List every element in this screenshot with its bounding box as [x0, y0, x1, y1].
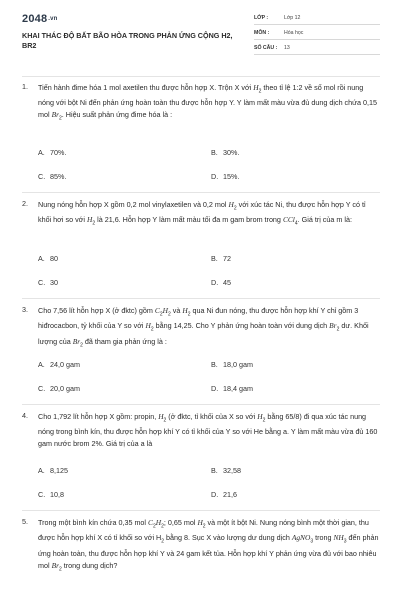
option-d[interactable]: D. 21,6 — [211, 490, 237, 499]
question-text: Nung nóng hỗn hợp X gồm 0,2 mol vinylaxetilen và 0,2 mol $H_2$ với xúc tác Ni, thu được hỗn hợp Y có tỉ khối hơi so với $H_2$ là 21,6. Hỗn hợp Y làm mất màu tối đa m gam brom trong CCl$_4$. Giá trị của m là: — [38, 200, 366, 227]
option-c[interactable]: C. 85%. — [38, 172, 67, 181]
site-logo[interactable] — [22, 13, 58, 25]
subject-row — [254, 28, 380, 40]
option-c[interactable]: C. 10,8 — [38, 490, 64, 499]
divider — [22, 404, 380, 405]
divider — [22, 76, 380, 77]
option-d[interactable]: D. 45 — [211, 278, 231, 287]
option-b[interactable]: B. 32,58 — [211, 466, 241, 475]
option-b[interactable]: B. 30%. — [211, 148, 240, 157]
question-number: 5. — [22, 517, 28, 526]
question-count-row — [254, 43, 380, 55]
option-d[interactable]: D. 15%. — [211, 172, 240, 181]
question-number: 2. — [22, 199, 28, 208]
question-text: Trong một bình kín chứa 0,35 mol $C_2H_2$; 0,65 mol $H_2$ và một ít bột Ni. Nung nóng bình một thời gian, thu được hỗn hợp khí X có tỉ khối so với $H_2$ bằng 8. Sục X vào lượng dư dung dịch AgNO$_3$ trong $NH_3$ đến phản ứng hoàn toàn, thu được hỗn hợp khí Y và 24 gam kết tủa. Hỗn hợp khí Y phản ứng vừa đủ với bao nhiêu mol $Br_2$ trong dung dịch? — [38, 518, 379, 573]
option-a[interactable]: A. 80 — [38, 254, 58, 263]
logo-text: 2048 — [22, 13, 48, 25]
class-value: Lớp 12 — [284, 15, 301, 21]
question-count-label: SỐ CÂU : — [254, 45, 278, 51]
option-d[interactable]: D. 18,4 gam — [211, 384, 253, 393]
option-c[interactable]: C. 20,0 gam — [38, 384, 80, 393]
question-count-value: 13 — [284, 45, 290, 51]
question-text: Cho 7,56 lít hỗn hợp X (ở đktc) gồm $C_2H_2$ và $H_2$ qua Ni đun nóng, thu được hỗn hợp khí Y chỉ gồm 3 hiđrocacbon, tỷ khối của Y so với $H_2$ bằng 14,25. Cho Y phản ứng hoàn toàn với dung dịch $Br_2$ dư. Khối lượng của $Br_2$ đã tham gia phản ứng là : — [38, 306, 369, 349]
logo-suffix: .vn — [48, 16, 58, 22]
document-header — [0, 0, 400, 66]
document-title: KHAI THÁC ĐỘ BẤT BÃO HÒA TRONG PHẢN ỨNG CỘNG H2, BR2 — [22, 31, 233, 50]
divider — [22, 298, 380, 299]
question-text: Tiến hành đime hóa 1 mol axetilen thu được hỗn hợp X. Trộn X với $H_2$ theo tỉ lệ 1:2 về số mol rồi nung nóng với bột Ni đến phản ứng hoàn toàn thu được hỗn hợp Y. Y làm mất màu vừa đủ dung dịch chứa 0,15 mol $Br_2$. Hiệu suất phản ứng đime hóa là : — [38, 83, 377, 122]
option-a[interactable]: A. 70%. — [38, 148, 67, 157]
option-b[interactable]: B. 18,0 gam — [211, 360, 253, 369]
question-text: Cho 1,792 lít hỗn hợp X gồm: propin, $H_2$ (ở đktc, tỉ khối của X so với $H_2$ bằng 65/8) đi qua xúc tác nung nóng trong bình kín, thu được hỗn hợp khí Y có tỉ khối của Y so với He bằng a. Y làm mất màu vừa đủ 160 gam nước brom 2%. Giá trị của a là — [38, 412, 378, 449]
divider — [22, 510, 380, 511]
subject-label: MÔN : — [254, 30, 270, 36]
subject-value: Hóa học — [284, 30, 304, 36]
question-number: 3. — [22, 305, 28, 314]
class-label: LỚP : — [254, 15, 269, 21]
class-row — [254, 13, 380, 25]
question-number: 4. — [22, 411, 28, 420]
option-c[interactable]: C. 30 — [38, 278, 58, 287]
divider — [22, 192, 380, 193]
question-number: 1. — [22, 82, 28, 91]
option-a[interactable]: A. 8,125 — [38, 466, 68, 475]
option-a[interactable]: A. 24,0 gam — [38, 360, 80, 369]
option-b[interactable]: B. 72 — [211, 254, 231, 263]
